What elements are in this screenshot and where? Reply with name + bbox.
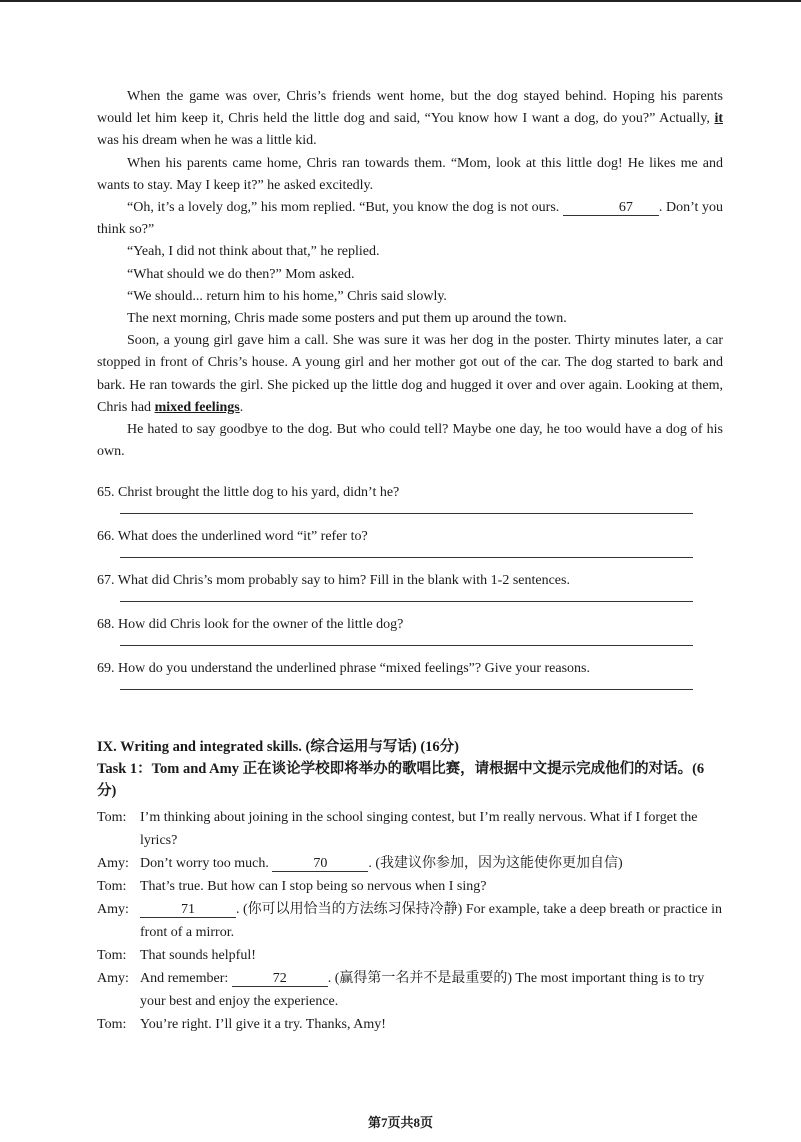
dialogue-hint: . (我建议你参加，因为这能使你更加自信)	[368, 856, 623, 872]
question-66: 66. What does the underlined word “it” refer to?	[97, 529, 368, 545]
story-paragraph-6: “We should... return him to his home,” Chris said slowly.	[127, 288, 447, 304]
speaker-amy: Amy:	[97, 856, 129, 872]
dialogue-text: That’s true. But how can I stop being so nervous when I sing?	[140, 879, 487, 895]
story-text: “Oh, it’s a lovely dog,” his mom replied. “But, you know the dog is not ours.	[127, 200, 560, 216]
speaker-amy: Amy:	[97, 971, 129, 987]
speaker-tom: Tom:	[97, 879, 127, 895]
exam-page	[97, 86, 723, 1036]
speaker-tom: Tom:	[97, 1017, 127, 1033]
page-number: 第7页共8页	[367, 1115, 433, 1130]
story-text: . Don’t you think so?”	[97, 200, 724, 238]
dialogue-line-6	[97, 967, 723, 1013]
speaker-tom: Tom:	[97, 810, 127, 826]
dialogue-text: That sounds helpful!	[140, 948, 256, 964]
blank-72[interactable]: 72	[232, 971, 328, 987]
dialogue-text	[140, 967, 723, 1013]
story-paragraph-4: “Yeah, I did not think about that,” he replied.	[127, 244, 380, 260]
underlined-phrase-mixed-feelings: mixed feelings	[154, 399, 240, 415]
speaker-tom: Tom:	[97, 948, 127, 964]
dialogue-hint: . (你可以用恰当的方法练习保持冷静) For example, take a deep breath or practice in front of a mirror.	[140, 902, 722, 941]
dialogue-hint: . (赢得第一名并不是最重要的) The most important thing is to try your best and enjoy the experience.	[140, 971, 705, 1010]
dialogue-line-3	[97, 875, 723, 898]
dialogue-line-1	[97, 806, 723, 852]
blank-70[interactable]: 70	[272, 856, 368, 872]
dialogue-text	[140, 852, 723, 875]
blank-67[interactable]: 67	[563, 200, 659, 216]
task-heading: Task 1：Tom and Amy 正在谈论学校即将举办的歌唱比赛，请根据中文提示完成他们的对话。(6分)	[97, 761, 705, 800]
dialogue-fragment: Don’t worry too much.	[140, 856, 269, 872]
question-67: 67. What did Chris’s mom probably say to him? Fill in the blank with 1-2 sentences.	[97, 573, 570, 589]
dialogue-text: I’m thinking about joining in the school singing contest, but I’m really nervous. What if I forget the lyrics?	[140, 810, 698, 849]
question-69: 69. How do you understand the underlined phrase “mixed feelings”? Give your reasons.	[97, 661, 590, 677]
story-paragraph-1	[97, 86, 723, 153]
story-paragraph-9: He hated to say goodbye to the dog. But who could tell? Maybe one day, he too would have a dog of his own.	[97, 422, 723, 460]
dialogue-text	[140, 898, 723, 944]
dialogue-text: You’re right. I’ll give it a try. Thanks, Amy!	[140, 1017, 386, 1033]
story-paragraph-7: The next morning, Chris made some posters and put them up around the town.	[127, 311, 567, 327]
story-paragraph-8	[97, 330, 723, 419]
question-68: 68. How did Chris look for the owner of the little dog?	[97, 617, 404, 633]
story-paragraph-3	[97, 197, 723, 241]
dialogue-line-4	[97, 898, 723, 944]
story-text: When the game was over, Chris’s friends went home, but the dog stayed behind. Hoping his parents would let him keep it, Chris held the little dog and said, “You know how I want a dog, do you?” Actually,	[97, 89, 723, 127]
dialogue-line-5	[97, 944, 723, 967]
section-heading: IX. Writing and integrated skills. (综合运用与写话) (16分)	[97, 739, 459, 756]
question-65: 65. Christ brought the little dog to his yard, didn’t he?	[97, 485, 400, 501]
story-paragraph-5: “What should we do then?” Mom asked.	[127, 266, 355, 282]
story-text: Soon, a young girl gave him a call. She was sure it was her dog in the poster. Thirty minutes later, a car stopped in front of Chris’s house. A young girl and her mother got out of the car. The dog started to bark and bark. He ran towards the girl. She picked up the little dog and hugged it over and over again. Looking at them, Chris had	[97, 333, 723, 415]
page-top-edge	[0, 0, 801, 2]
blank-71[interactable]: 71	[140, 902, 236, 918]
story-paragraph-2: When his parents came home, Chris ran towards them. “Mom, look at this little dog! He likes me and wants to stay. May I keep it?” he asked excitedly.	[97, 155, 723, 193]
dialogue-line-2	[97, 852, 723, 875]
story-text: was his dream when he was a little kid.	[97, 133, 317, 149]
dialogue-line-7	[97, 1013, 723, 1036]
underlined-word-it: it	[714, 111, 723, 127]
story-text: .	[239, 399, 244, 415]
dialogue-fragment: And remember:	[140, 971, 229, 987]
speaker-amy: Amy:	[97, 902, 129, 918]
